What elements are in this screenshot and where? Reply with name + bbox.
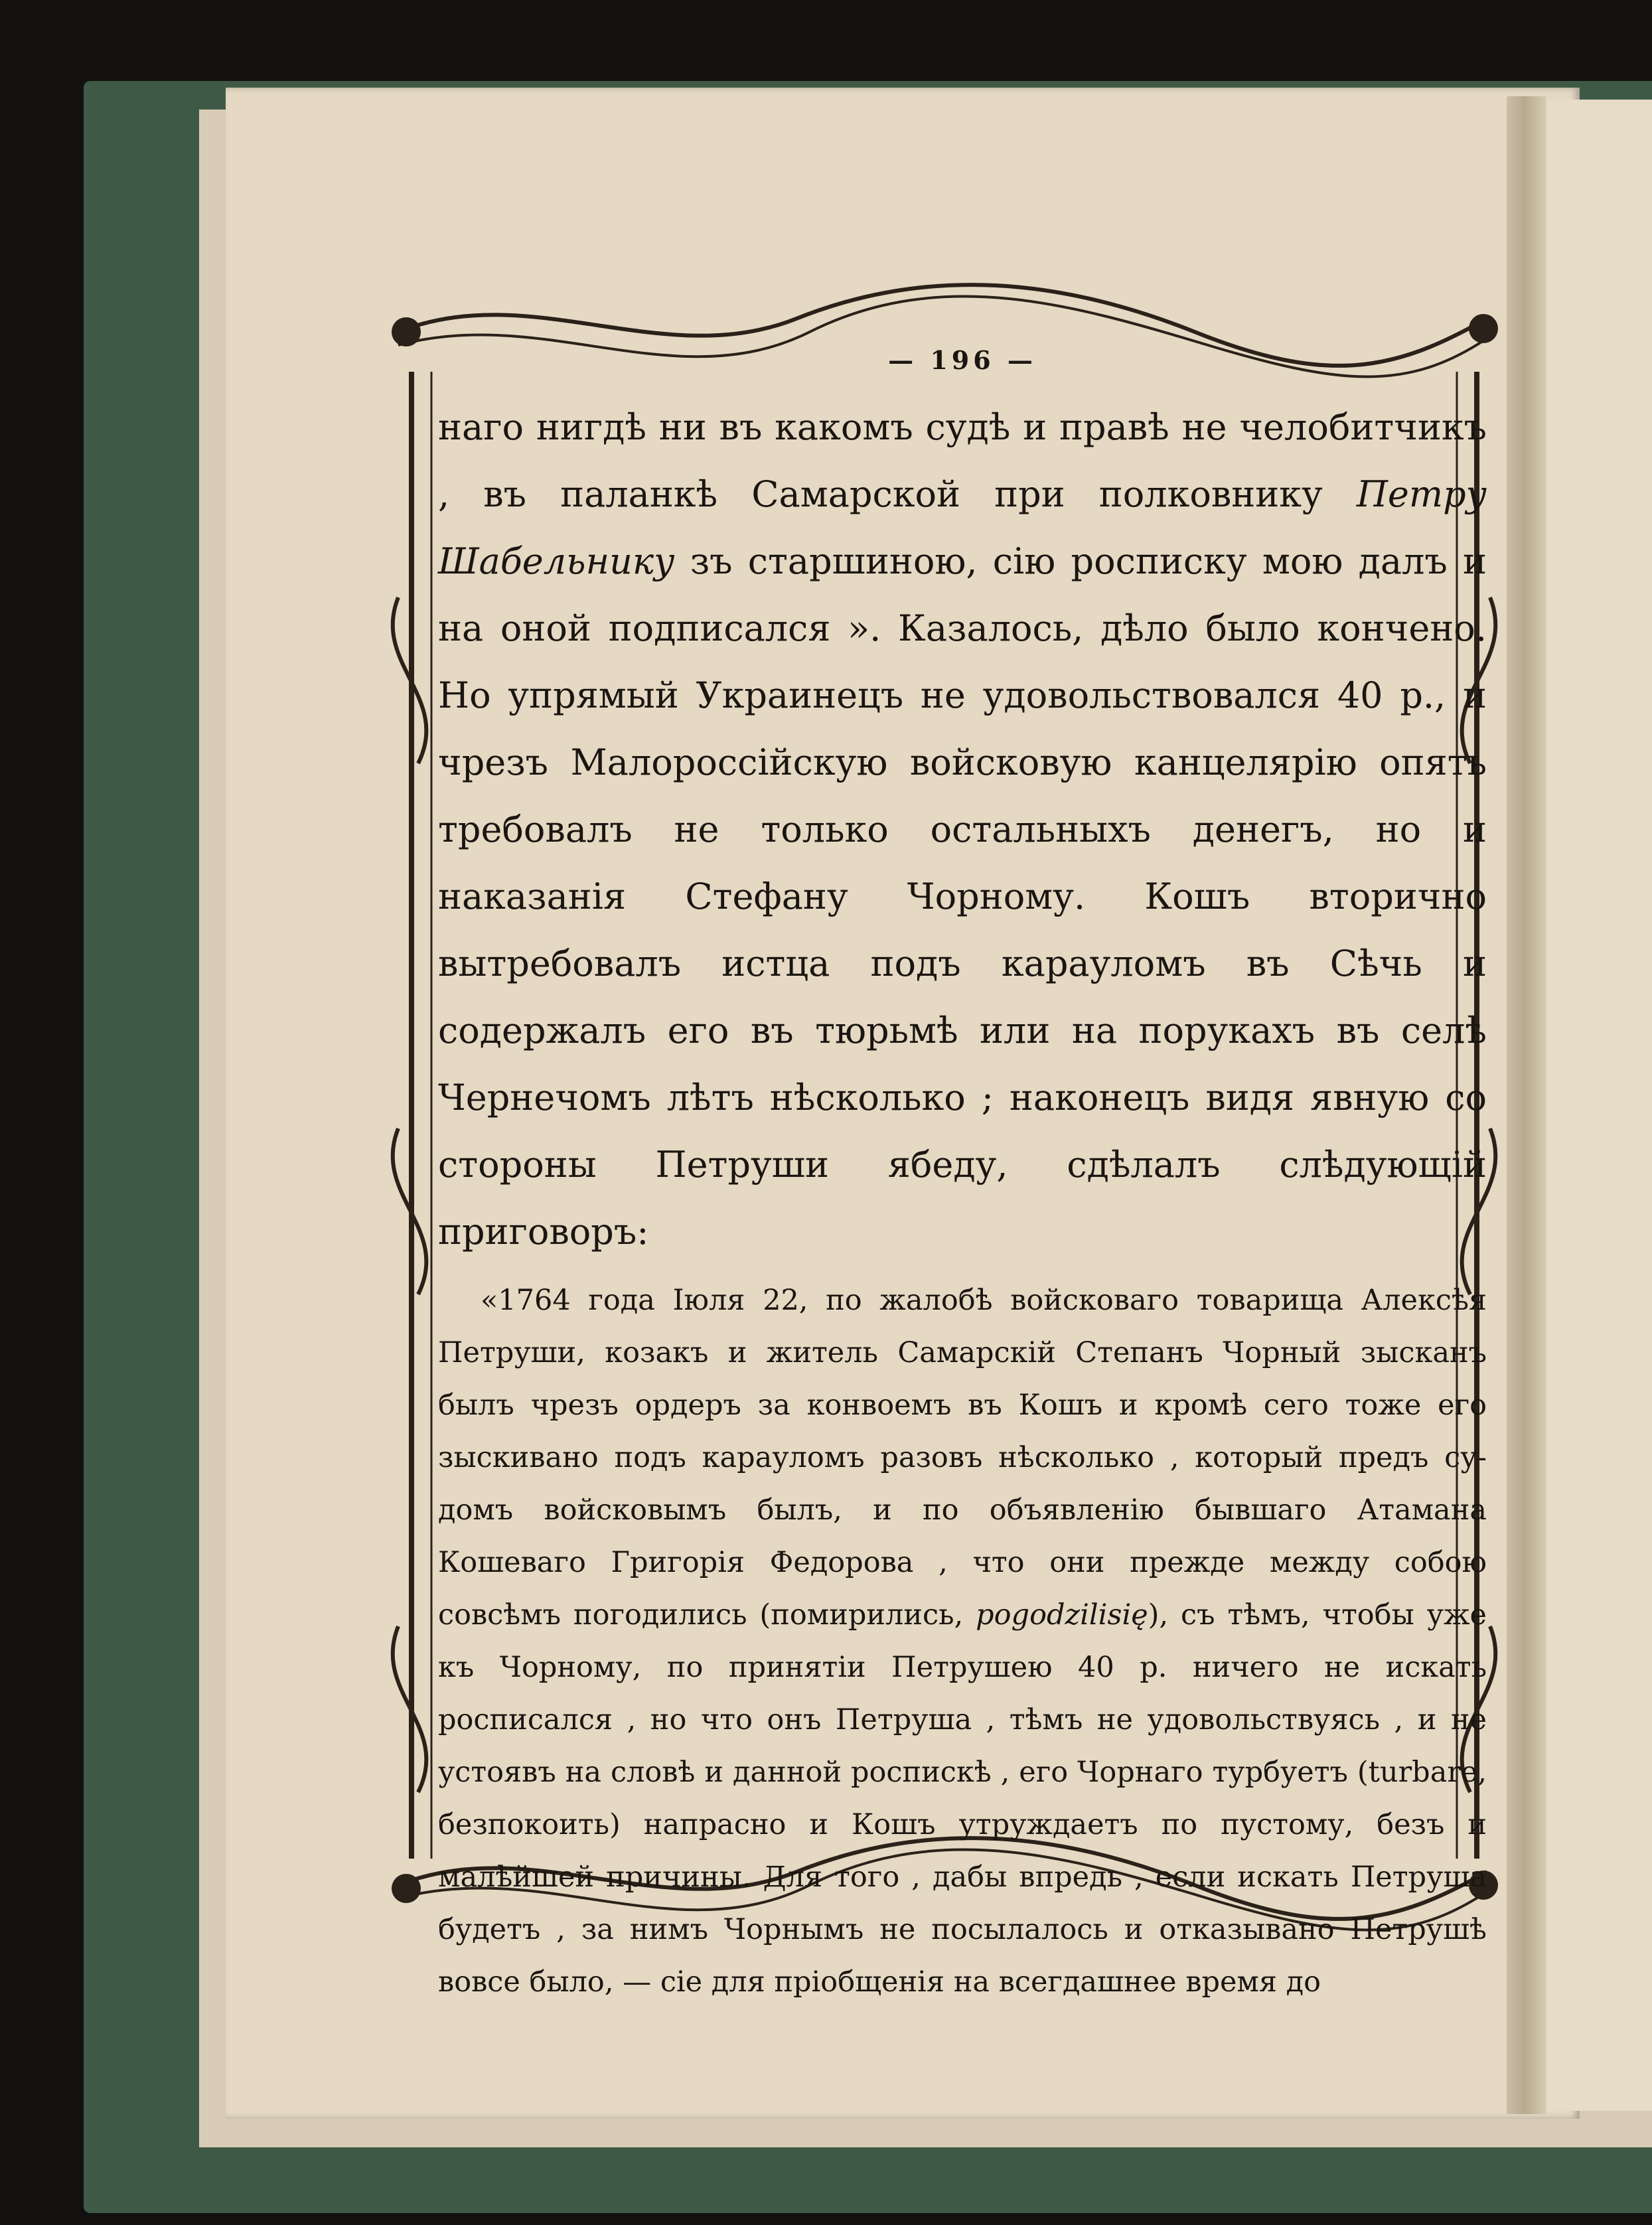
- text-run: зъ старшиною, сію росписку мою далъ и на оной подписался ». Казалось, дѣло было кончено. Но упрямый Украинецъ не удовольствовался 40 р., и чрезъ Малороссійскую войсковую канцелярію опять требовалъ не только остальныхъ денегъ, но и наказанія Стефану Чорному. Кошъ вторично вытребовалъ истца подъ карауломъ въ Сѣчь и содержалъ его въ тюрьмѣ или на порукахъ въ селѣ Чернечомъ лѣтъ нѣсколько ; наконецъ видя явную со стороны Петруши ябеду, сдѣлалъ слѣдующій приговоръ:: [438, 540, 1487, 1253]
- main-paragraph: [438, 394, 1487, 1265]
- text-run-italic: Петру Шабельнику: [438, 473, 1487, 582]
- text-run: наго нигдѣ ни въ какомъ судѣ и правѣ не челобитчикъ , въ паланкѣ Самарской при полковнику: [438, 406, 1487, 515]
- page-number: — 196 —: [888, 345, 1037, 375]
- quote-paragraph: [438, 1274, 1487, 2009]
- text-run: ), съ тѣмъ, чтобы уже къ Чорному, по принятіи Петрушею 40 р. ничего не искать росписался , но что онъ Петруша , тѣмъ не удовольствуясь , и не устоявъ на словѣ и данной роспискѣ , его Чорнаго турбуетъ (turbare, безпокоить) напрасно и Кошъ утруждаетъ по пустому, безъ и малѣйшей причины. Для того , дабы впредь , если искать Петруша будетъ , за нимъ Чорнымъ не посылалось и отказывано Петрушѣ вовсе было, — сіе для пріобщенія на всегдашнее время до: [438, 1598, 1487, 1999]
- text-run: «1764 года Іюля 22, по жалобѣ войсковаго товарища Алексѣя Петруши, козакъ и житель Самарскій Степанъ Чорный зысканъ былъ чрезъ ордеръ за конвоемъ въ Кошъ и кромѣ сего тоже его зыскивано подъ карауломъ разовъ нѣсколько , который предъ судомъ войсковымъ былъ, и по объявленію бывшаго Атамана Кошеваго Григорія Федорова , что они прежде между собою совсѣмъ погодились (помирились,: [438, 1284, 1487, 1632]
- text-run-italic: pogodzilisię: [976, 1598, 1148, 1632]
- corner-ornament-top-right: [1469, 314, 1498, 343]
- corner-ornament-top-left: [392, 317, 421, 346]
- page-text: [438, 345, 1487, 2009]
- corner-ornament-bottom-left: [392, 1874, 421, 1903]
